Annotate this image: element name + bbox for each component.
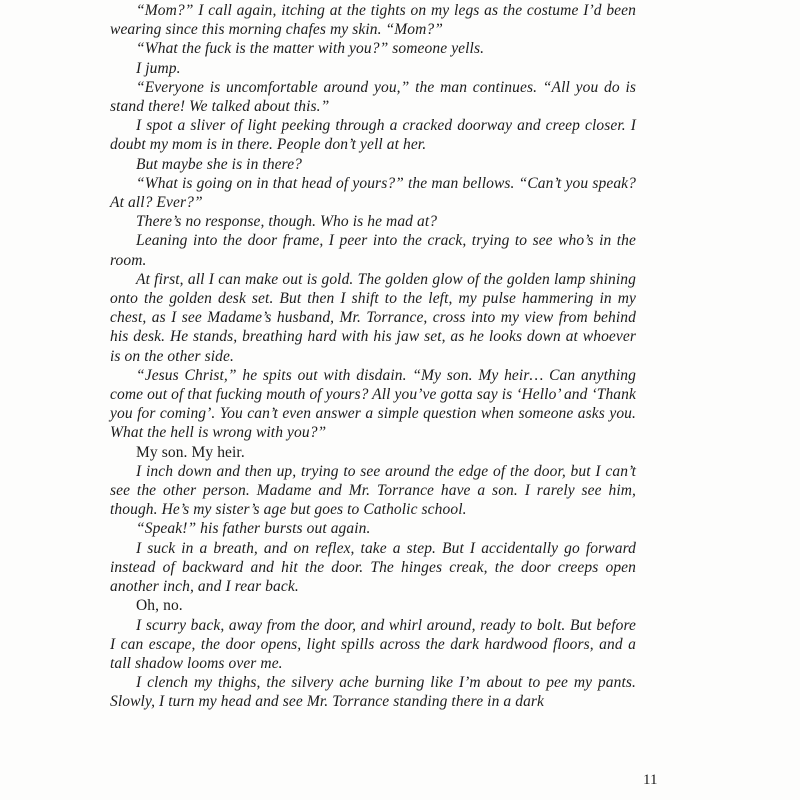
paragraph: “Jesus Christ,” he spits out with disdain. “My son. My heir… Can anything come out of that fucking mouth of yours? All you’ve gotta say is ‘Hello’ and ‘Thank you for coming’. You can’t even answer a simple question when someone asks you. What the hell is wrong with you?” xyxy=(110,366,636,442)
paragraph: I suck in a breath, and on reflex, take a step. But I accidentally go forward instead of backward and hit the door. The hinges creak, the door creeps open another inch, and I rear back. xyxy=(110,539,636,596)
paragraph: “Speak!” his father bursts out again. xyxy=(136,520,371,538)
paragraph: There’s no response, though. Who is he mad at? xyxy=(136,213,438,231)
paragraph: “Everyone is uncomfortable around you,” the man continues. “All you do is stand there! We talked about this.” xyxy=(110,78,636,116)
page-number: 11 xyxy=(643,772,658,788)
paragraph-interior-thought: Oh, no. xyxy=(136,597,183,615)
paragraph: “Mom?” I call again, itching at the tights on my legs as the costume I’d been wearing since this morning chafes my skin. “Mom?” xyxy=(110,2,636,39)
paragraph: At first, all I can make out is gold. The golden glow of the golden lamp shining onto the golden desk set. But then I shift to the left, my pulse hammering in my chest, as I see Madame’s husband, Mr. Torrance, cross into my view from behind his desk. He stands, breathing hard with his jaw set, as he looks down at whoever is on the other side. xyxy=(110,270,636,365)
body-text xyxy=(110,1,636,712)
paragraph: I inch down and then up, trying to see around the edge of the door, but I can’t see the other person. Madame and Mr. Torrance have a son. I rarely see him, though. He’s my sister’s age but goes to Catholic school. xyxy=(110,462,636,519)
paragraph: I jump. xyxy=(136,59,181,77)
paragraph: “What the fuck is the matter with you?” someone yells. xyxy=(136,40,485,58)
paragraph: I spot a sliver of light peeking through a cracked doorway and creep closer. I doubt my mom is in there. People don’t yell at her. xyxy=(110,117,636,154)
paragraph-interior-thought: My son. My heir. xyxy=(136,443,245,461)
paragraph: “What is going on in that head of yours?” the man bellows. “Can’t you speak? At all? Ever?” xyxy=(110,174,636,212)
paragraph: Leaning into the door frame, I peer into the crack, trying to see who’s in the room. xyxy=(110,232,636,269)
paragraph: But maybe she is in there? xyxy=(136,155,303,173)
paragraph: I scurry back, away from the door, and whirl around, ready to bolt. But before I can escape, the door opens, light spills across the dark hardwood floors, and a tall shadow looms over me. xyxy=(110,616,636,672)
paragraph: I clench my thighs, the silvery ache burning like I’m about to pee my pants. Slowly, I turn my head and see Mr. Torrance standing there in a dark xyxy=(110,674,636,711)
